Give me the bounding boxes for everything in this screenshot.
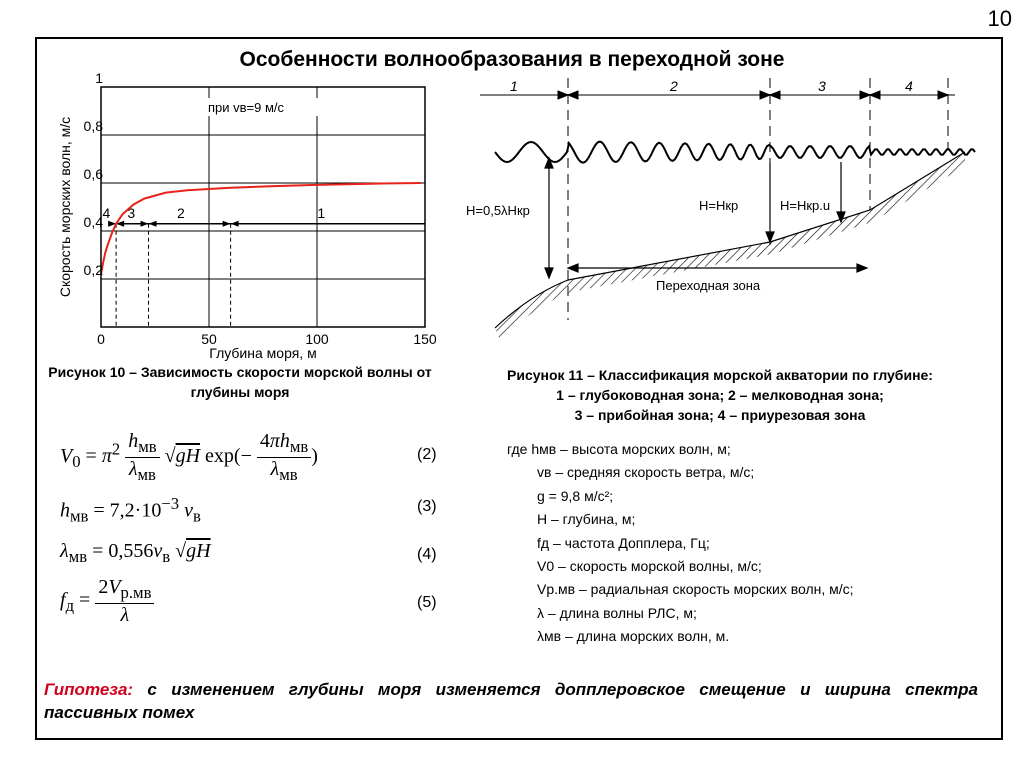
zone-arrowhead (149, 221, 157, 227)
zone-number-2: 2 (670, 78, 678, 94)
page-number: 10 (987, 6, 1012, 31)
legend-item: где hмв – высота морских волн, м; (507, 441, 731, 457)
legend-item: vв – средняя скорость ветра, м/с; (537, 464, 755, 481)
x-tick-label: 150 (413, 331, 437, 347)
zone-label: 2 (177, 204, 185, 221)
legend-item: λ – длина волны РЛС, м; (537, 604, 697, 621)
formula-fd: $f_д$ = $\frac{2V_{р.мв}}{\lambda}$ (60, 576, 154, 627)
legend-item: fд – частота Допплера, Гц; (537, 534, 710, 551)
sea-surface-wave (495, 142, 975, 163)
zone-number-3: 3 (818, 78, 826, 94)
formula-number-2: (2) (417, 446, 437, 463)
label-h-kr-u: H=Hкр.u (780, 198, 831, 213)
x-tick-label: 100 (305, 331, 329, 347)
chart-grid (101, 87, 425, 327)
zone-number-1: 1 (510, 78, 518, 94)
seabed-hatch (495, 152, 965, 340)
zone-markers (103, 205, 425, 327)
legend-item: λмв – длина морских волн, м. (537, 628, 730, 645)
fig11-caption (440, 365, 1000, 425)
transition-zone-label: Переходная зона (656, 278, 761, 293)
zone-arrowhead (231, 221, 239, 227)
legend-item: Vр.мв – радиальная скорость морских волн, м/с; (537, 581, 854, 598)
y-tick-label: 0,8 (83, 118, 103, 134)
x-axis-label: Глубина моря, м (209, 345, 317, 361)
zone-label: 4 (102, 204, 111, 221)
x-tick-label: 0 (97, 331, 105, 347)
y-tick-label: 1 (95, 70, 103, 86)
variable-legend (507, 438, 854, 649)
x-tick-label: 50 (201, 331, 217, 347)
depth-speed-chart (40, 70, 460, 370)
y-axis-label: Скорость морских волн, м/с (57, 116, 73, 298)
fig11-caption-line1: Рисунок 11 – Классификация морской акватории по глубине: (507, 367, 933, 383)
formula-lambda: $\lambda_{мв} = 0,556v_в$ √gH (60, 540, 211, 566)
hypothesis (44, 678, 978, 724)
legend-item: H – глубина, м; (537, 511, 636, 528)
fig10-caption: Рисунок 10 – Зависимость скорости морской волны от глубины моря (48, 364, 432, 400)
label-h-kr: H=Hкр (699, 198, 739, 213)
y-tick-label: 0,2 (83, 262, 103, 278)
y-tick-label: 0,6 (83, 166, 103, 182)
label-h-half: H=0,5λHкр (466, 203, 530, 218)
legend-item: g = 9,8 м/с²; (537, 487, 614, 504)
formula-number-3: (3) (417, 498, 437, 515)
depth-zone-diagram (460, 70, 990, 340)
zone-arrowhead (141, 221, 149, 227)
hypothesis-text: с изменением глубины моря изменяется допплеровское смещение и ширина спектра пассивных помех (44, 680, 978, 722)
hypothesis-label: Гипотеза: (44, 680, 134, 699)
fig11-caption-line3: 3 – прибойная зона; 4 – приурезовая зона (574, 407, 866, 423)
formula-v0: $V_0 = \pi^2$ $\frac{h_{мв}}{\lambda_{мв}}$ √gH exp(− $\frac{4\pi h_{мв}}{\lambda_{мв}}$ ) (60, 430, 318, 484)
zone-label: 3 (127, 204, 136, 221)
formula-number-5: (5) (417, 594, 437, 611)
zone-number-4: 4 (905, 78, 913, 94)
zone-arrowhead (223, 221, 231, 227)
zone-label: 1 (317, 204, 326, 221)
formula-h: $h_{мв} = 7,2\cdot 10^{-3}$ $v_в$ (60, 494, 201, 526)
formula-number-4: (4) (417, 546, 437, 563)
fig11-caption-line2: 1 – глубоководная зона; 2 – мелководная зона; (556, 387, 884, 403)
slide-title: Особенности волнообразования в переходной зоне (239, 48, 785, 71)
seabed-line (495, 152, 965, 328)
legend-item: V0 – скорость морской волны, м/с; (537, 558, 762, 575)
y-tick-label: 0,4 (83, 214, 103, 230)
plot-frame (101, 87, 425, 327)
chart-annotation: при vв=9 м/с (208, 100, 285, 115)
